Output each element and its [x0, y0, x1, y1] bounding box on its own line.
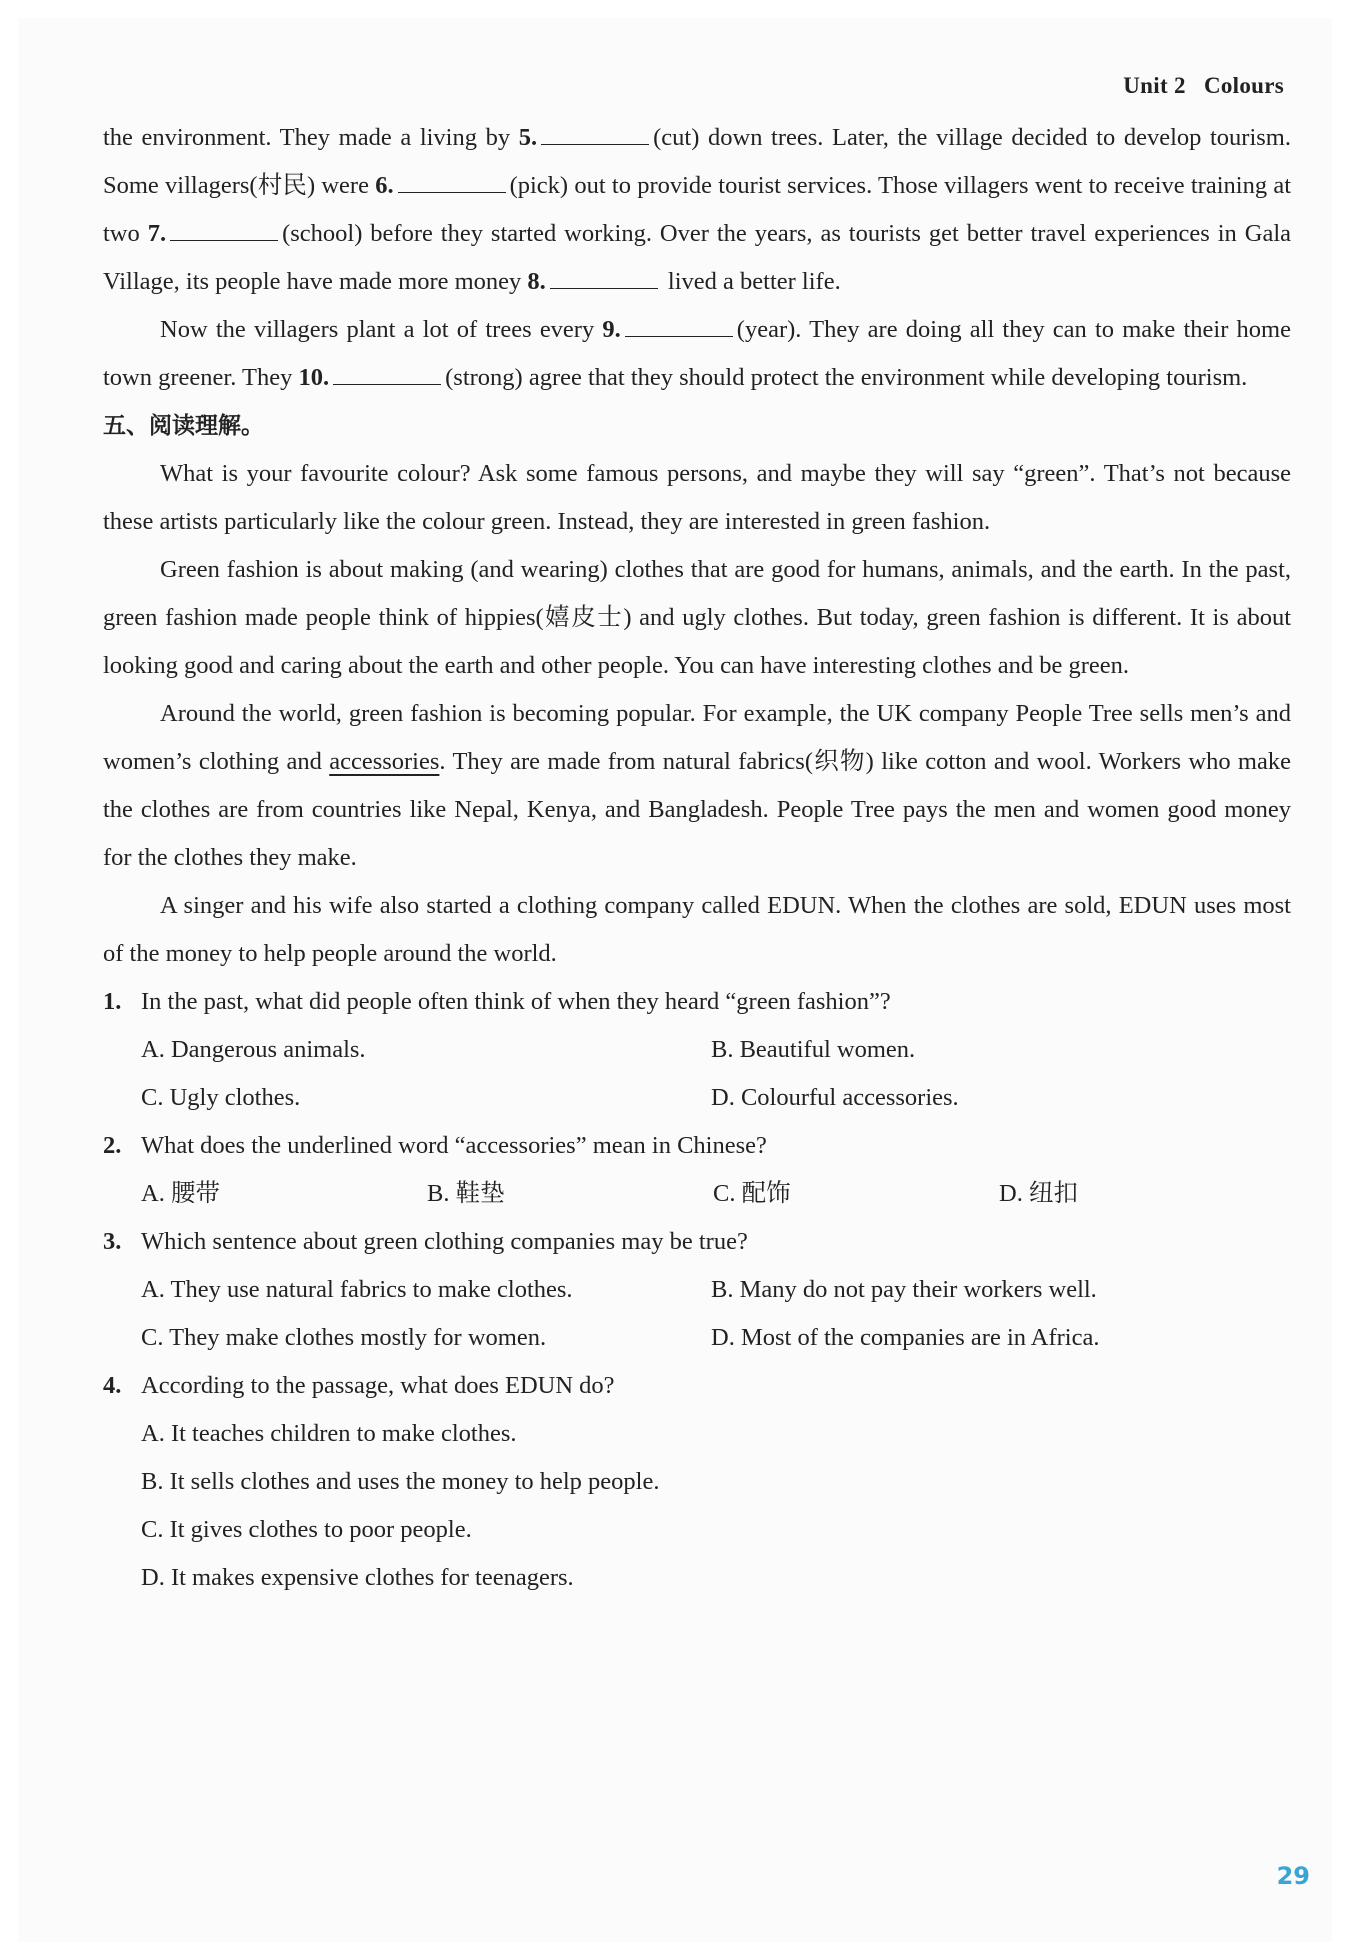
blank-number: 8. — [527, 268, 546, 295]
blank-number: 9. — [602, 316, 621, 343]
option[interactable]: D. 纽扣 — [999, 1180, 1078, 1207]
question-number: 2. — [103, 1132, 122, 1159]
unit-title: Colours — [1203, 73, 1284, 98]
passage-paragraph: Around the world, green fashion is becoming popular. For example, the UK company People Tree sells men’s and women’s clothing and accessories. They are made from natural fabrics(织物) like cotton and wool. Workers who make the clothes are from countries like Nepal, Kenya, and Bangladesh. People Tree pays the men and women good money for the clothes they make. — [103, 700, 1291, 871]
option-row — [103, 1074, 1291, 1122]
question-number: 4. — [103, 1372, 122, 1399]
answer-blank-7[interactable] — [170, 214, 278, 241]
option[interactable]: C. 配饰 — [713, 1180, 791, 1207]
answer-blank-6[interactable] — [398, 166, 506, 193]
blank-number: 10. — [298, 364, 330, 391]
question-number: 1. — [103, 988, 122, 1015]
question-text: According to the passage, what does EDUN do? — [141, 1372, 615, 1399]
option-row — [103, 1314, 1291, 1362]
question-text: Which sentence about green clothing companies may be true? — [141, 1228, 748, 1255]
option[interactable]: A. Dangerous animals. — [141, 1036, 366, 1063]
option[interactable]: B. It sells clothes and uses the money to help people. — [141, 1468, 660, 1495]
question — [103, 1218, 1291, 1266]
option[interactable]: C. They make clothes mostly for women. — [141, 1324, 547, 1351]
underlined-word: accessories — [329, 748, 440, 775]
option[interactable]: A. It teaches children to make clothes. — [141, 1420, 517, 1447]
question-number: 3. — [103, 1228, 122, 1255]
option-row — [103, 1266, 1291, 1314]
option[interactable]: A. They use natural fabrics to make clothes. — [141, 1276, 573, 1303]
option-row — [103, 1170, 1291, 1218]
unit-label: Unit 2 — [1123, 73, 1186, 98]
option[interactable]: B. Beautiful women. — [711, 1036, 916, 1063]
option-row — [103, 1026, 1291, 1074]
answer-blank-8[interactable] — [550, 262, 658, 289]
option[interactable]: B. Many do not pay their workers well. — [711, 1276, 1097, 1303]
question-text: What does the underlined word “accessories” mean in Chinese? — [141, 1132, 767, 1159]
answer-blank-10[interactable] — [333, 358, 441, 385]
option[interactable]: D. It makes expensive clothes for teenagers. — [141, 1564, 574, 1591]
question — [103, 1122, 1291, 1170]
passage-paragraph: A singer and his wife also started a clothing company called EDUN. When the clothes are sold, EDUN uses most of the money to help people around the world. — [103, 892, 1291, 967]
option[interactable]: A. 腰带 — [141, 1180, 220, 1207]
unit-header — [1123, 73, 1284, 99]
passage-paragraph: Green fashion is about making (and wearing) clothes that are good for humans, animals, and the earth. In the past, green fashion made people think of hippies(嬉皮士) and ugly clothes. But today, green fashion is different. It is about looking good and caring about the earth and other people. You can have interesting clothes and be green. — [103, 556, 1291, 679]
blank-number: 6. — [375, 172, 394, 199]
page-number: 29 — [1276, 1862, 1310, 1890]
section-title: 五、阅读理解。 — [103, 413, 264, 439]
passage-paragraph: What is your favourite colour? Ask some famous persons, and maybe they will say “green”. That’s not because these artists particularly like the colour green. Instead, they are interested in green fashion. — [103, 460, 1291, 535]
cloze-paragraph: Now the villagers plant a lot of trees every 9. (year). They are doing all they can to make their home town greener. They 10. (strong) agree that they should protect the environment while developing tourism. — [103, 306, 1291, 402]
answer-blank-5[interactable] — [541, 118, 649, 145]
answer-blank-9[interactable] — [625, 310, 733, 337]
blank-number: 5. — [518, 124, 538, 151]
option[interactable]: B. 鞋垫 — [427, 1180, 505, 1207]
question-text: In the past, what did people often think of when they heard “green fashion”? — [141, 988, 891, 1015]
option[interactable]: C. Ugly clothes. — [141, 1084, 301, 1111]
option[interactable]: C. It gives clothes to poor people. — [141, 1516, 472, 1543]
page-content — [103, 114, 1291, 1602]
cloze-paragraph: the environment. They made a living by 5. (cut) down trees. Later, the village decided to develop tourism. Some villagers(村民) were 6. (pick) out to provide tourist services. Those villagers went to receive training at two 7. (school) before they started working. Over the years, as tourists get better travel experiences in Gala Village, its people have made more money 8. lived a better life. — [103, 114, 1291, 306]
question — [103, 1362, 1291, 1410]
option[interactable]: D. Colourful accessories. — [711, 1084, 959, 1111]
option[interactable]: D. Most of the companies are in Africa. — [711, 1324, 1100, 1351]
blank-number: 7. — [147, 220, 167, 247]
question — [103, 978, 1291, 1026]
